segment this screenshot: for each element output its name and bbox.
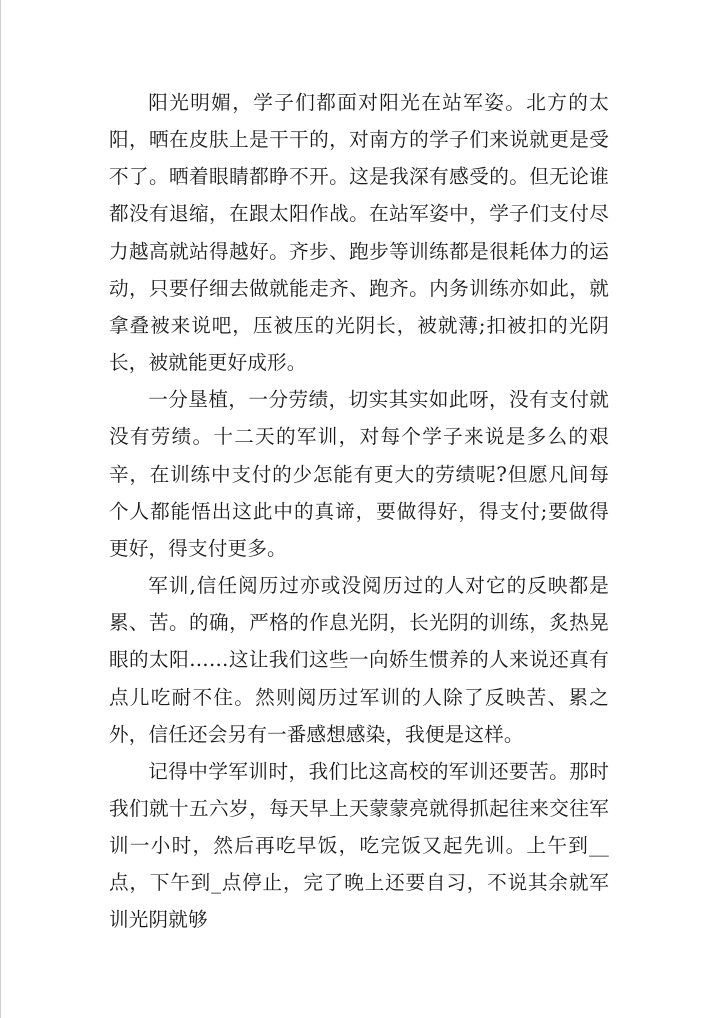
document-body (109, 84, 609, 939)
paragraph-3: 军训,信任阅历过亦或没阅历过的人对它的反映都是累、苦。的确，严格的作息光阴，长光阴的训练，炙热晃眼的太阳……这让我们这些一向娇生惯养的人来说还真有点儿吃耐不住。然则阅历过军训的人除了反映苦、累之外，信任还会另有一番感想感染，我便是这样。 (109, 574, 609, 746)
paragraph-1: 阳光明媚，学子们都面对阳光在站军姿。北方的太阳，晒在皮肤上是干干的，对南方的学子们来说就更是受不了。晒着眼睛都睁不开。这是我深有感受的。但无论谁都没有退缩，在跟太阳作战。在站军姿中，学子们支付尽力越高就站得越好。齐步、跑步等训练都是很耗体力的运动，只要仔细去做就能走齐、跑齐。内务训练亦如此，就拿叠被来说吧，压被压的光阴长，被就薄;扣被扣的光阴长，被就能更好成形。 (109, 91, 609, 375)
paragraph-2: 一分垦植，一分劳绩，切实其实如此呀，没有支付就没有劳绩。十二天的军训，对每个学子来说是多么的艰辛，在训练中支付的少怎能有更大的劳绩呢?但愿凡间每个人都能悟出这此中的真谛，要做得好，得支付;要做得更好，得支付更多。 (109, 388, 609, 560)
paragraph-4: 记得中学军训时，我们比这高校的军训还要苦。那时我们就十五六岁，每天早上天蒙蒙亮就得抓起往来交往军训一小时，然后再吃早饭，吃完饭又起先训。上午到__点，下午到_点停止，完了晚上还要自习，不说其余就军训光阴就够 (109, 759, 609, 932)
